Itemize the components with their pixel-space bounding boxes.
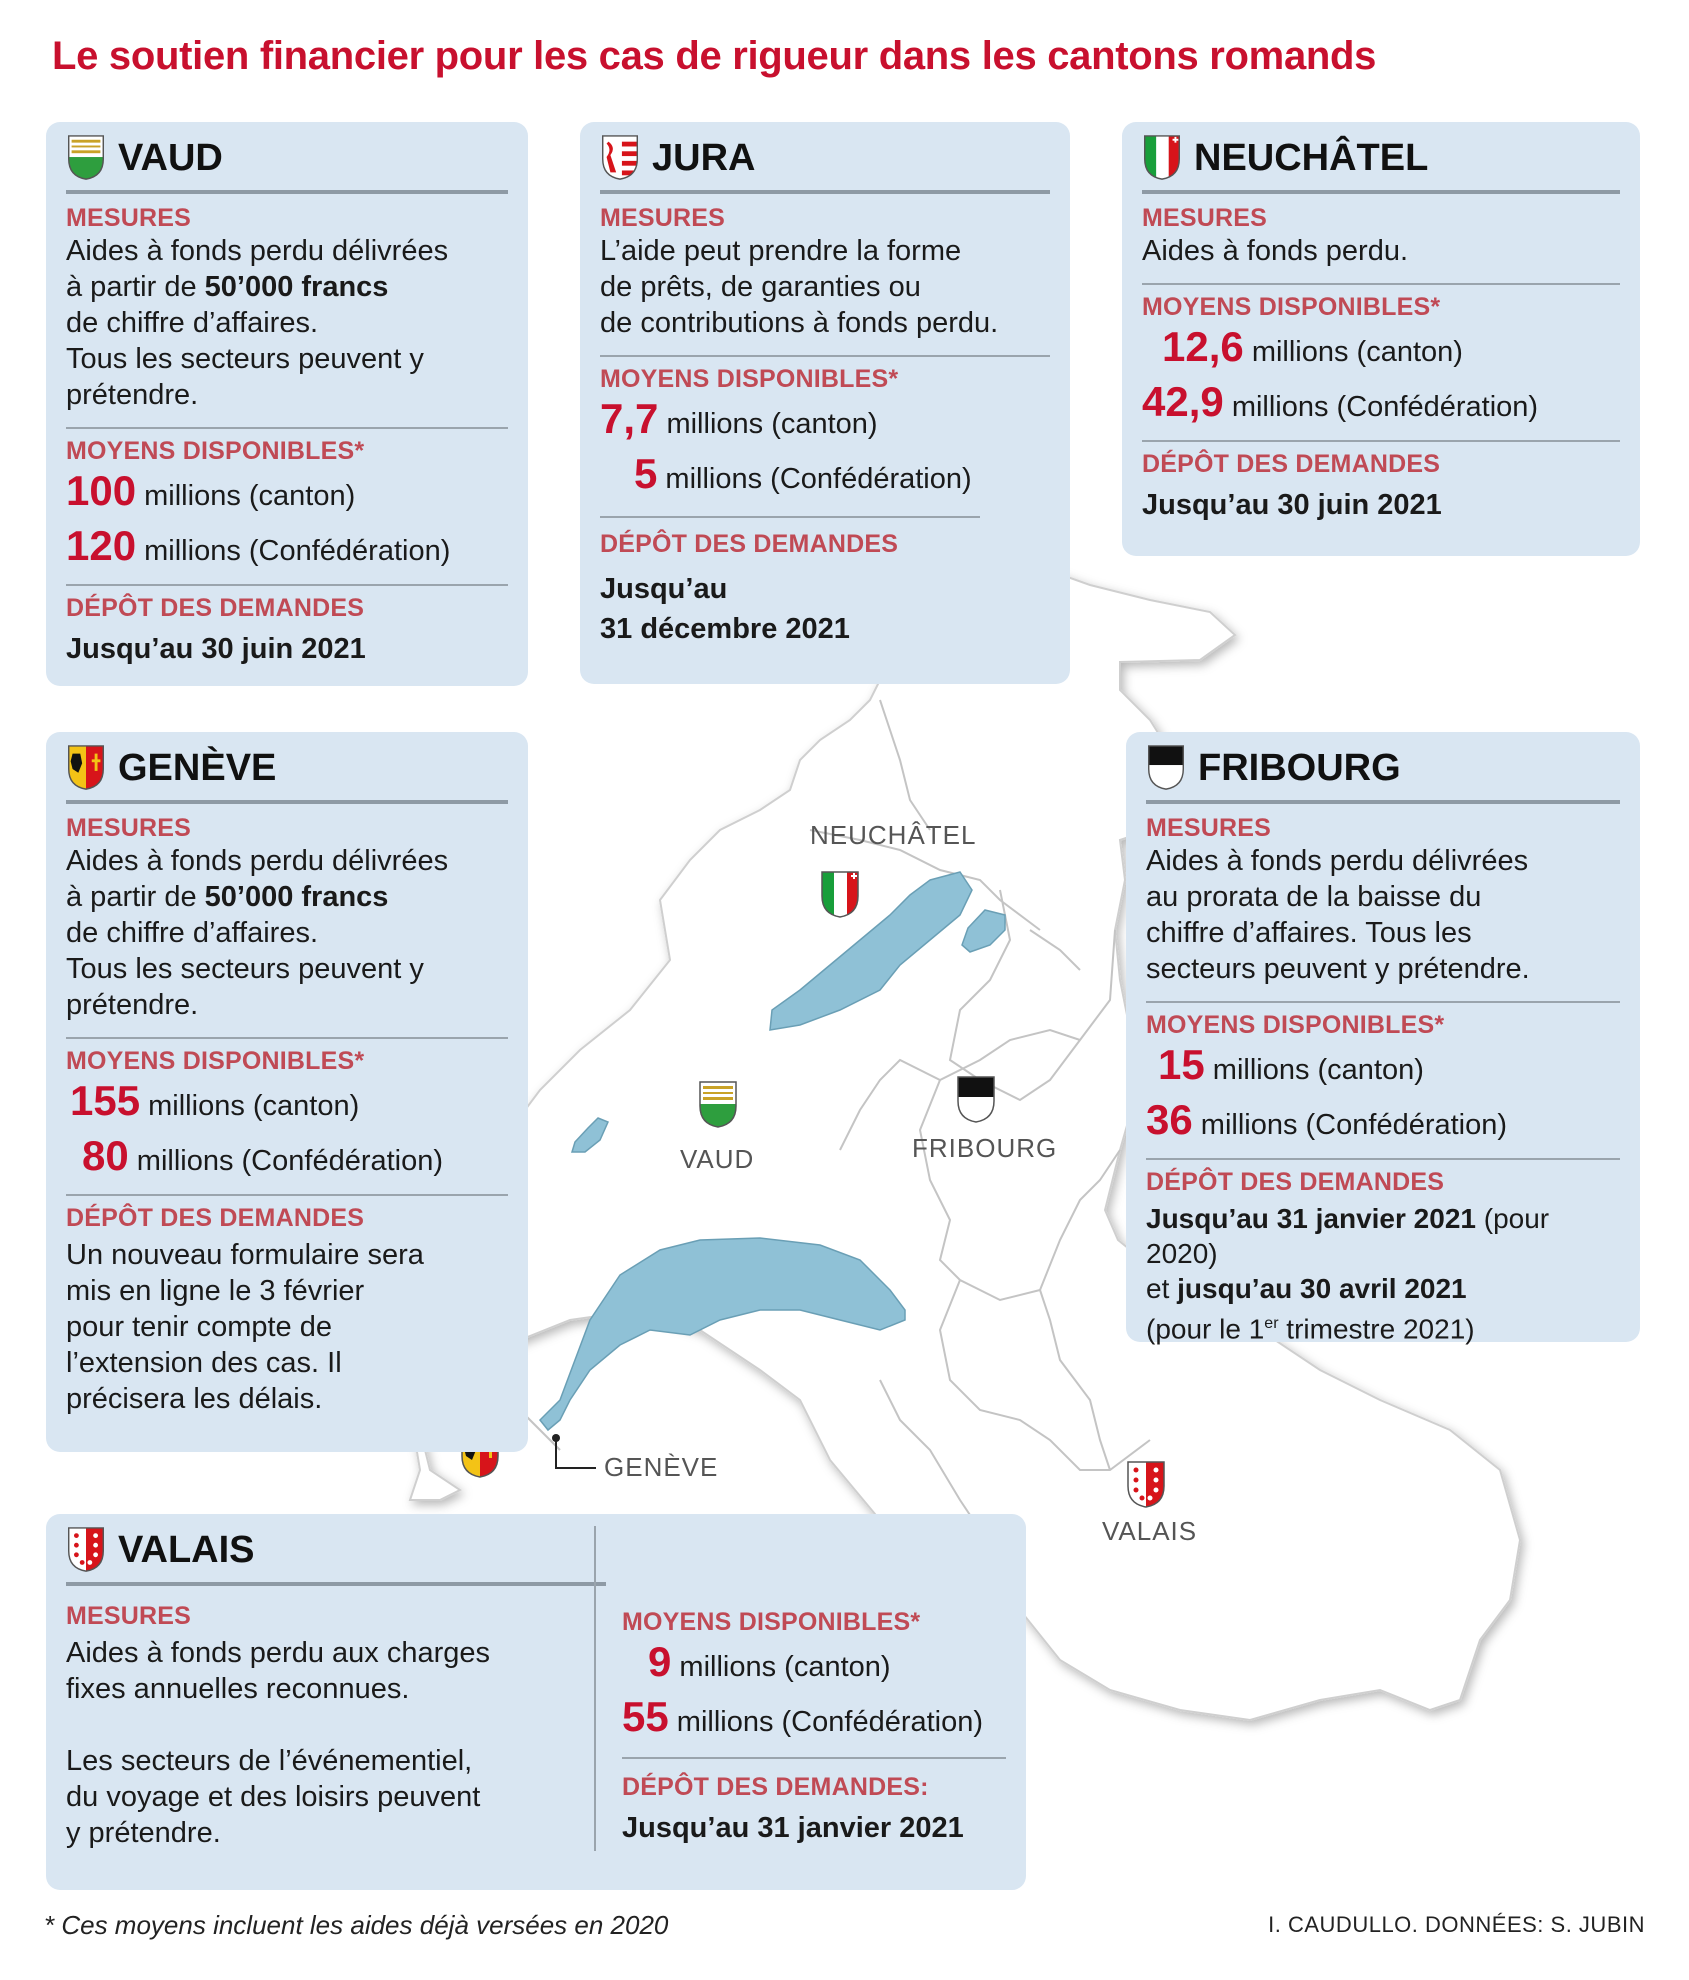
- fribourg-crest-icon: [1146, 744, 1186, 792]
- footnote: * Ces moyens incluent les aides déjà versées en 2020: [44, 1910, 669, 1940]
- amount-confederation: 36 millions (Confédération): [1146, 1096, 1508, 1143]
- card-title: VALAIS: [118, 1528, 255, 1571]
- mesures-text: Aides à fonds perdu aux charges fixes annuelles reconnues.: [66, 1637, 490, 1705]
- amount-canton: 12,6 millions (canton): [1162, 323, 1463, 370]
- map-label-vaud: VAUD: [680, 1144, 755, 1174]
- card-fribourg: [1126, 732, 1640, 1345]
- depot-label: DÉPÔT DES DEMANDES: [1146, 1168, 1445, 1196]
- mesures-label: MESURES: [66, 1602, 192, 1630]
- amount-confederation: 120 millions (Confédération): [66, 522, 451, 569]
- card-geneve: [46, 732, 528, 1452]
- moyens-label: MOYENS DISPONIBLES*: [66, 437, 365, 465]
- map-label-valais: VALAIS: [1102, 1516, 1198, 1546]
- jura-crest-icon: [600, 134, 640, 182]
- card-vaud: [46, 122, 528, 686]
- mesures-label: MESURES: [1146, 814, 1272, 842]
- amount-canton: 100 millions (canton): [66, 467, 356, 514]
- depot-text: Jusqu’au 30 juin 2021: [66, 633, 366, 665]
- card-title: JURA: [652, 136, 756, 179]
- amount-confederation: 42,9 millions (Confédération): [1142, 378, 1539, 425]
- moyens-label: MOYENS DISPONIBLES*: [1146, 1011, 1445, 1039]
- vaud-crest-icon: [66, 134, 106, 182]
- mesures-text-2: Les secteurs de l’événementiel, du voyage et des loisirs peuvent y prétendre.: [66, 1745, 481, 1849]
- mesures-text: L’aide peut prendre la forme de prêts, de garanties ou de contributions à fonds perdu.: [600, 235, 999, 339]
- card-jura: [580, 122, 1070, 684]
- geneve-crest-icon: [66, 744, 106, 792]
- amount-canton: 155 millions (canton): [70, 1077, 360, 1124]
- depot-label: DÉPÔT DES DEMANDES:: [622, 1773, 929, 1801]
- mesures-text: Aides à fonds perdu délivrées à partir de 50’000 francs de chiffre d’affaires. Tous les secteurs peuvent y prétendre.: [66, 845, 449, 1021]
- amount-confederation: 5 millions (Confédération): [634, 450, 972, 497]
- depot-text: Jusqu’au 31 décembre 2021: [600, 573, 850, 645]
- amount-confederation: 55 millions (Confédération): [622, 1693, 984, 1740]
- mesures-text: Aides à fonds perdu délivrées au prorata de la baisse du chiffre d’affaires. Tous les secteurs peuvent y prétendre.: [1146, 845, 1530, 985]
- moyens-label: MOYENS DISPONIBLES*: [66, 1047, 365, 1075]
- map-label-neuchatel: NEUCHÂTEL: [810, 820, 977, 850]
- depot-text: Un nouveau formulaire sera mis en ligne le 3 février pour tenir compte de l’extension des cas. Il précisera les délais.: [66, 1239, 424, 1415]
- depot-label: DÉPÔT DES DEMANDES: [600, 530, 899, 558]
- depot-label: DÉPÔT DES DEMANDES: [1142, 450, 1441, 478]
- depot-text: Jusqu’au 31 janvier 2021: [622, 1812, 964, 1844]
- credit: I. CAUDULLO. DONNÉES: S. JUBIN: [1268, 1912, 1645, 1937]
- amount-confederation: 80 millions (Confédération): [82, 1132, 444, 1179]
- mesures-text: Aides à fonds perdu.: [1142, 235, 1409, 267]
- depot-label: DÉPÔT DES DEMANDES: [66, 594, 365, 622]
- depot-text: Jusqu’au 30 juin 2021: [1142, 489, 1442, 521]
- map-label-fribourg: FRIBOURG: [912, 1133, 1058, 1163]
- card-title: GENÈVE: [118, 746, 277, 789]
- mesures-label: MESURES: [66, 814, 192, 842]
- mesures-text: Aides à fonds perdu délivrées à partir de 50’000 francs de chiffre d’affaires. Tous les secteurs peuvent y prétendre.: [66, 235, 449, 411]
- moyens-label: MOYENS DISPONIBLES*: [600, 365, 899, 393]
- depot-label: DÉPÔT DES DEMANDES: [66, 1204, 365, 1232]
- card-title: FRIBOURG: [1198, 746, 1401, 789]
- card-valais: [46, 1514, 1026, 1890]
- mesures-label: MESURES: [600, 204, 726, 232]
- neuchatel-crest-icon: [1142, 134, 1182, 182]
- moyens-label: MOYENS DISPONIBLES*: [622, 1608, 921, 1636]
- depot-text: Jusqu’au 31 janvier 2021 (pour 2020) et jusqu’au 30 avril 2021 (pour le 1er trimestre 2021): [1146, 1203, 1550, 1345]
- geneve-leader-line: [556, 1438, 596, 1468]
- page-title: Le soutien financier pour les cas de rigueur dans les cantons romands: [52, 34, 1377, 78]
- amount-canton: 15 millions (canton): [1158, 1041, 1424, 1088]
- card-neuchatel: [1122, 122, 1640, 556]
- card-title: NEUCHÂTEL: [1194, 136, 1429, 179]
- amount-canton: 7,7 millions (canton): [600, 395, 878, 442]
- mesures-label: MESURES: [1142, 204, 1268, 232]
- moyens-label: MOYENS DISPONIBLES*: [1142, 293, 1441, 321]
- card-title: VAUD: [118, 136, 223, 179]
- map-label-geneve: GENÈVE: [604, 1452, 719, 1482]
- amount-canton: 9 millions (canton): [648, 1638, 891, 1685]
- mesures-label: MESURES: [66, 204, 192, 232]
